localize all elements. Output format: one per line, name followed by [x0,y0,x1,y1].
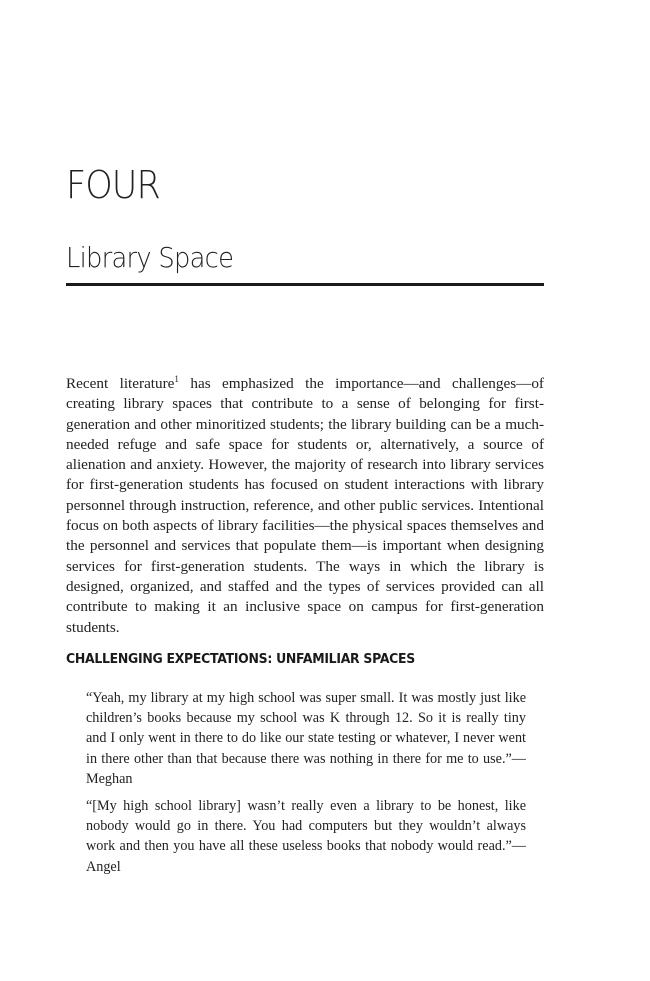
interview-quote-meghan: “Yeah, my library at my high school was super small. It was mostly just like children’s books because my school was K through 12. So it is really tiny and I only went in there to do like our state testing or whatever, I never went in there other than that because there was nothing in there for me to use.”—Meghan [86,690,526,787]
section-heading: CHALLENGING EXPECTATIONS: UNFAMILIAR SPACES [66,652,415,667]
chapter-title: Library Space [66,241,234,274]
intro-text-start: Recent literature [66,375,175,392]
chapter-number: FOUR [66,163,160,207]
title-divider [66,283,544,286]
intro-paragraph [66,374,544,638]
footnote-marker: 1 [174,373,179,384]
intro-text-rest: has emphasized the importance—and challenges—of creating library spaces that contribute to a sense of belonging for first-generation and other minoritized students; the library building can be a much-needed refuge and safe space for students or, alternatively, a source of alienation and anxiety. However, the majority of research into library services for first-generation students has focused on student interactions with library personnel through instruction, reference, and other public services. Intentional focus on both aspects of library facilities—the physical spaces themselves and the personnel and services that populate them—is important when designing services for first-generation students. The ways in which the library is designed, organized, and staffed and the types of services provided can all contribute to making it an inclusive space on campus for first-generation students. [66,375,544,636]
interview-quote-angel: “[My high school library] wasn’t really even a library to be honest, like nobody would go in there. You had computers but they wouldn’t always work and then you have all these useless books that nobody would read.”—Angel [86,798,526,875]
